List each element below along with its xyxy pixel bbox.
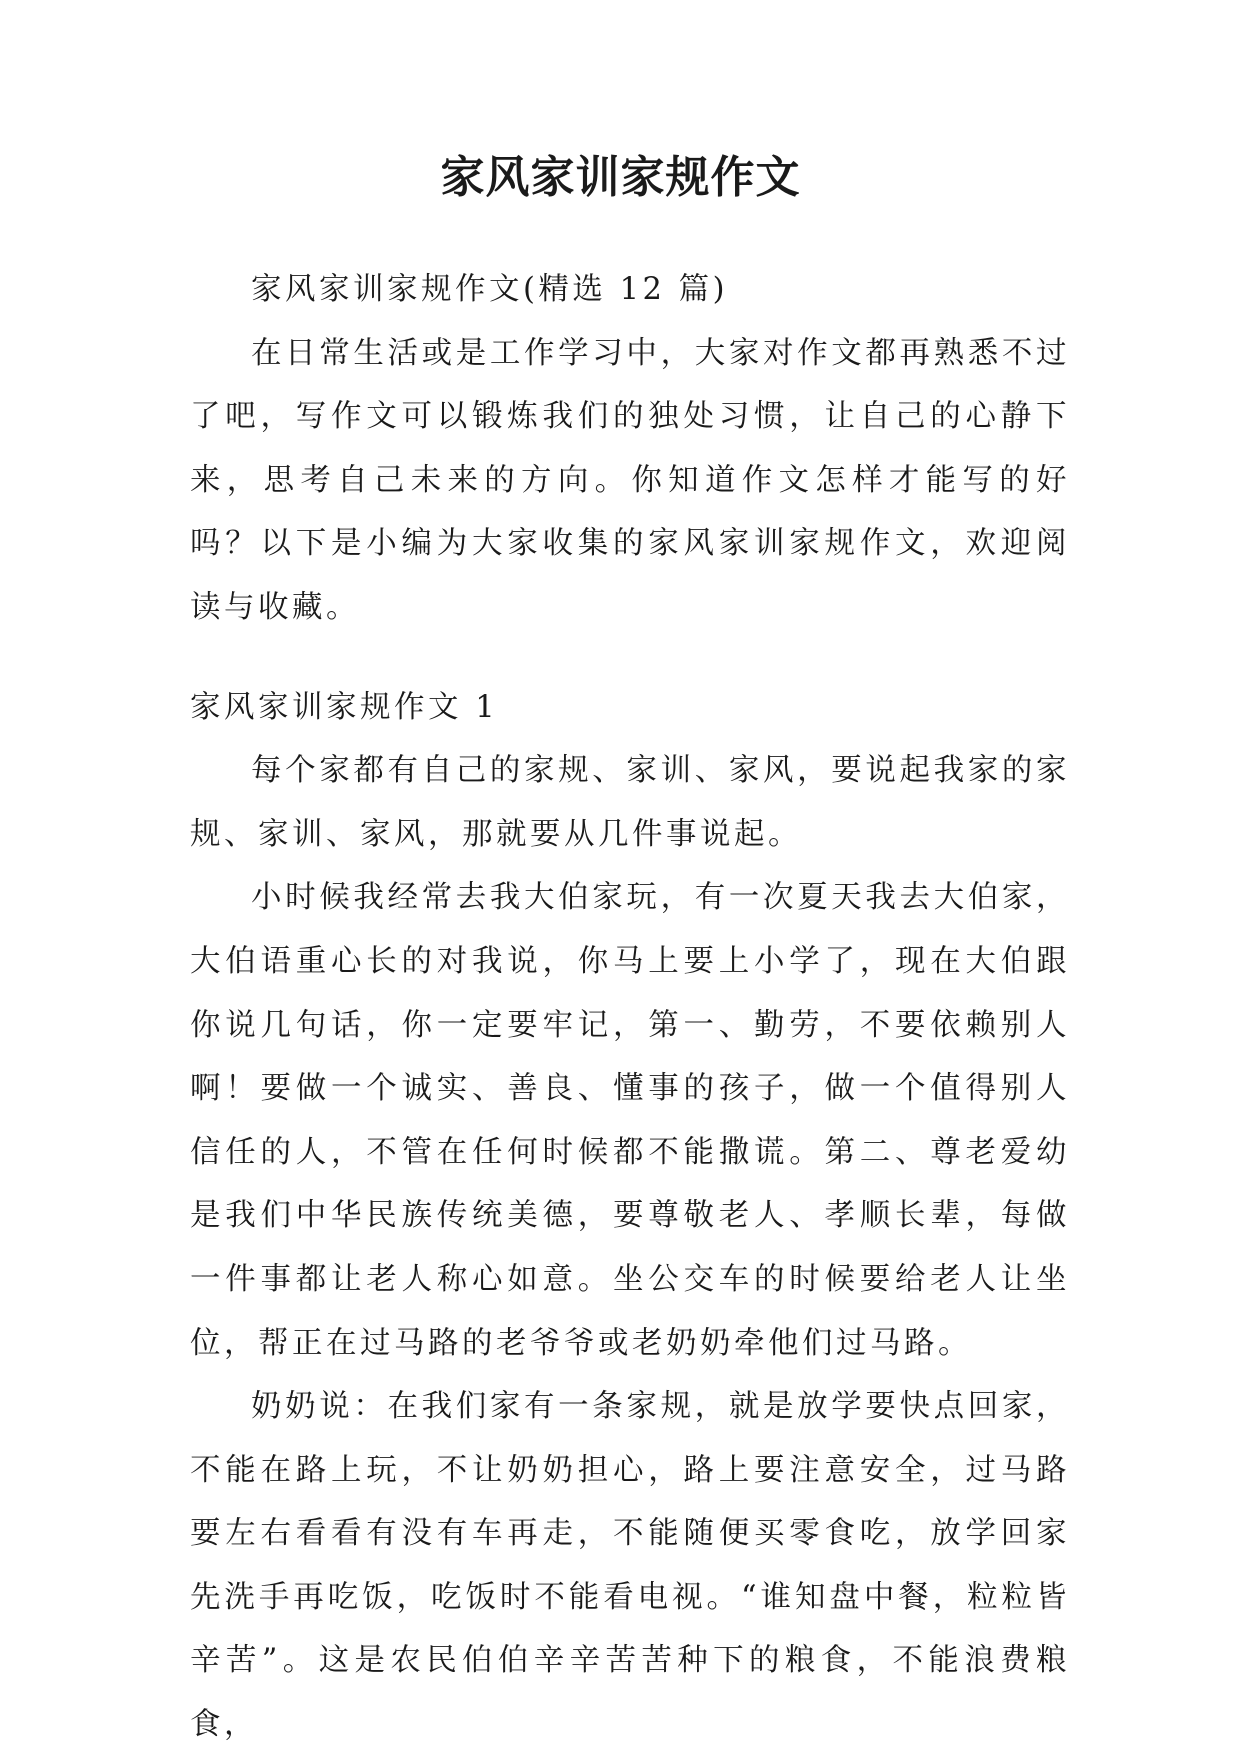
- document-subtitle: 家风家训家规作文(精选 12 篇): [251, 272, 728, 307]
- body-paragraph-1: 每个家都有自己的家规、家训、家风，要说起我家的家规、家训、家风，那就要从几件事说起。: [190, 753, 1070, 852]
- section-heading: 家风家训家规作文 1: [190, 689, 499, 725]
- document-title: 家风家训家规作文: [440, 152, 801, 203]
- body-paragraph-2: 小时候我经常去我大伯家玩，有一次夏天我去大伯家，大伯语重心长的对我说，你马上要上小学了，现在大伯跟你说几句话，你一定要牢记，第一、勤劳，不要依赖别人啊！要做一个诚实、善良、懂事的孩子，做一个值得别人信任的人，不管在任何时候都不能撒谎。第二、尊老爱幼是我们中华民族传统美德，要尊敬老人、孝顺长辈，每做一件事都让老人称心如意。坐公交车的时候要给老人让坐位，帮正在过马路的老爷爷或老奶奶牵他们过马路。: [190, 880, 1070, 1361]
- body-paragraph-3: 奶奶说：在我们家有一条家规，就是放学要快点回家，不能在路上玩，不让奶奶担心，路上要注意安全，过马路要左右看看有没有车再走，不能随便买零食吃，放学回家先洗手再吃饭，吃饭时不能看电视。“谁知盘中餐，粒粒皆辛苦”。这是农民伯伯辛辛苦苦种下的粮食，不能浪费粮食，: [190, 1389, 1070, 1743]
- document-body: [190, 258, 1070, 1757]
- intro-paragraph: 在日常生活或是工作学习中，大家对作文都再熟悉不过了吧，写作文可以锻炼我们的独处习惯，让自己的心静下来，思考自己未来的方向。你知道作文怎样才能写的好吗？以下是小编为大家收集的家风家训家规作文，欢迎阅读与收藏。: [190, 335, 1070, 625]
